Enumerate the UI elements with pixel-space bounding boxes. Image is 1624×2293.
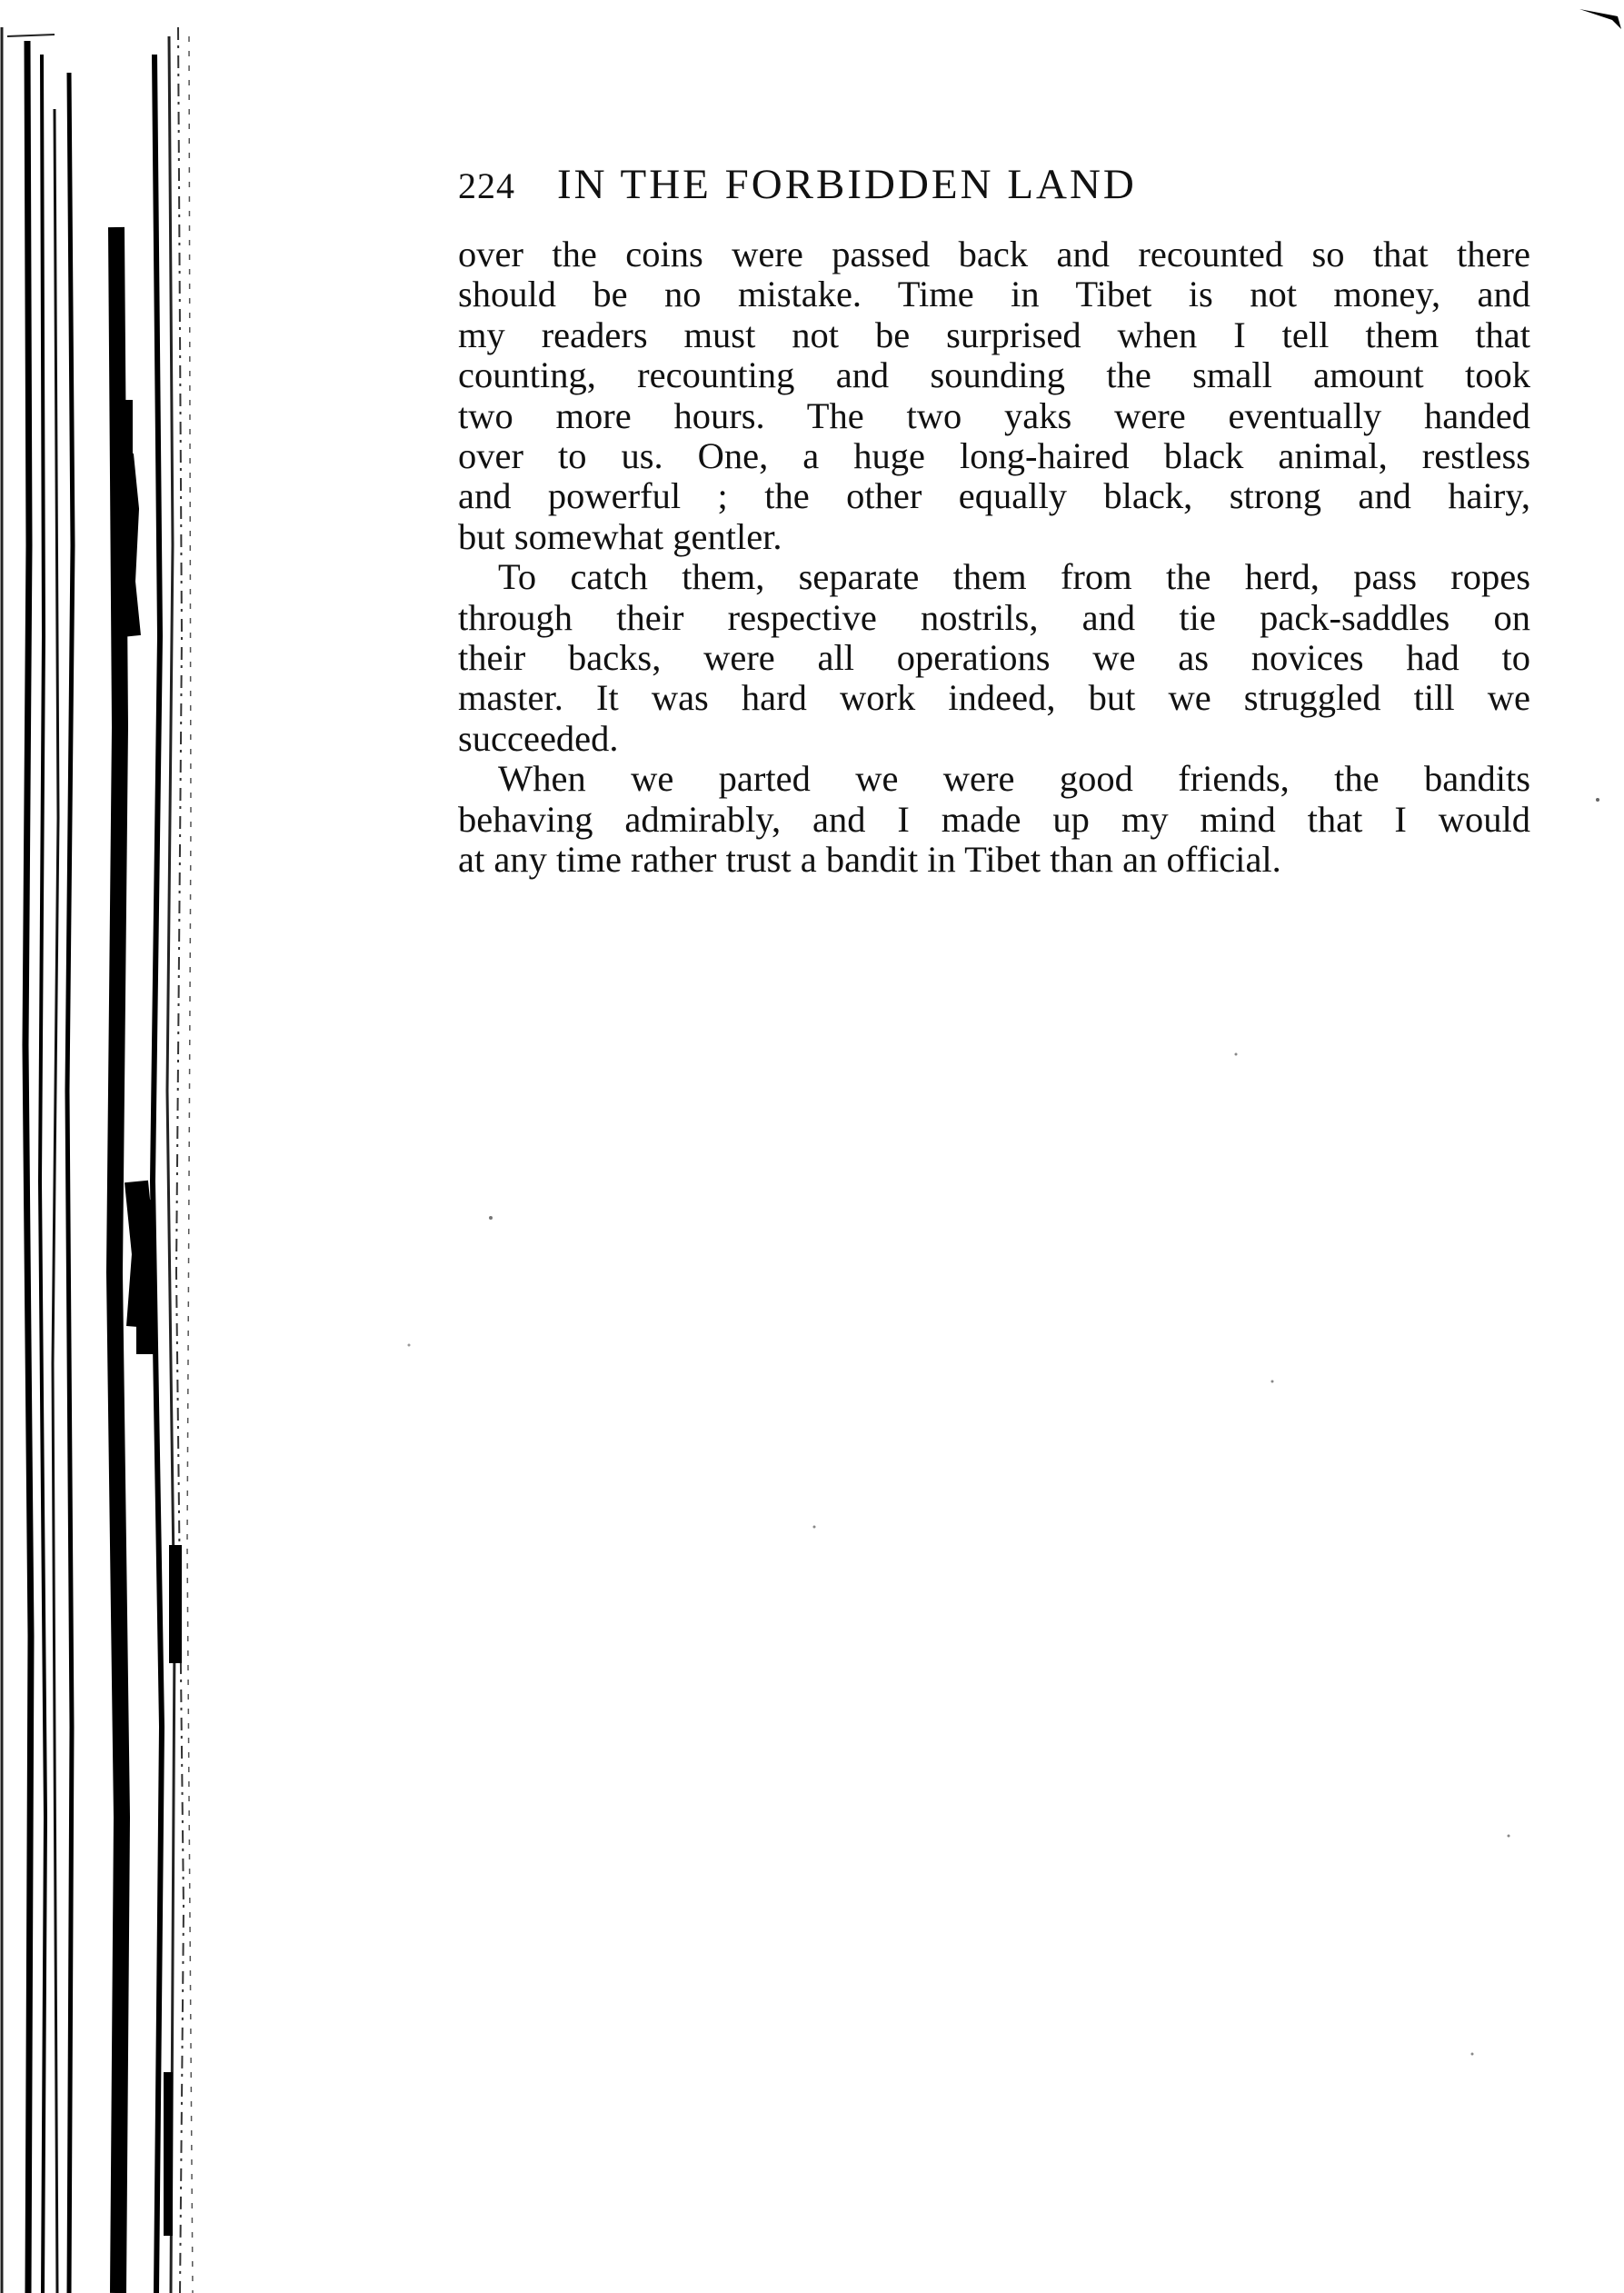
body-text — [458, 234, 1530, 881]
text-line: their backs, were all operations we as novices had to — [458, 637, 1530, 679]
text-line: my readers must not be surprised when I tell them that — [458, 314, 1530, 355]
text-line: master. It was hard work indeed, but we struggled till we — [458, 677, 1530, 719]
text-line: over the coins were passed back and recounted so that there — [458, 234, 1530, 274]
text-line: at any time rather trust a bandit in Tibet than an official. — [458, 839, 1281, 881]
paragraph — [458, 557, 1530, 759]
text-line: but somewhat gentler. — [458, 515, 782, 557]
paragraph — [458, 234, 1530, 557]
text-line: through their respective nostrils, and tie pack-saddles on — [458, 596, 1530, 638]
corner-mark — [1579, 7, 1624, 31]
text-line: two more hours. The two yaks were eventually handed — [458, 394, 1530, 436]
text-line: counting, recounting and sounding the small amount took — [458, 354, 1530, 396]
text-line: should be no mistake. Time in Tibet is not money, and — [458, 274, 1530, 315]
text-line: and powerful ; the other equally black, strong and hairy, — [458, 475, 1530, 517]
page-header — [458, 160, 1367, 214]
text-line: succeeded. — [458, 717, 619, 759]
paragraph — [458, 759, 1530, 880]
running-title: IN THE FORBIDDEN LAND — [557, 161, 1137, 208]
text-line: over to us. One, a huge long-haired black animal, restless — [458, 435, 1530, 477]
book-binding-edge — [0, 0, 209, 2293]
text-line: behaving admirably, and I made up my mind that I would — [458, 798, 1530, 840]
text-line: When we parted we were good friends, the bandits — [498, 758, 1530, 800]
text-line: To catch them, separate them from the herd, pass ropes — [498, 556, 1530, 598]
page-number: 224 — [458, 165, 515, 206]
